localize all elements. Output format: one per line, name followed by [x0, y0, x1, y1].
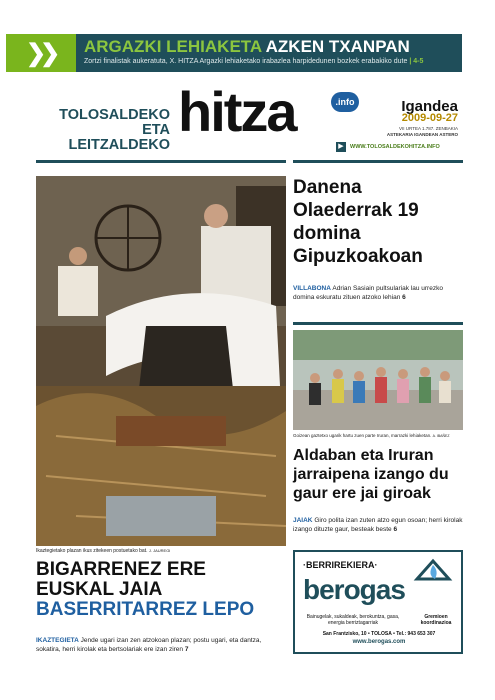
main-photo[interactable]	[36, 176, 286, 546]
newspaper-front-page	[6, 30, 462, 656]
lead-text-story-3: Jende ugari izan zen atzokoan plazan; postu ugari, eta dantza, sokatira, herri kirolak eta bertsolariak ere izan ziren	[36, 637, 262, 653]
story-2-photo-caption	[293, 433, 463, 438]
weekly-label: ASTEKARIA IGANDEAN ASTERO	[386, 132, 458, 137]
page-ref-story-1: 6	[402, 294, 406, 301]
double-arrow-icon: ❯❯	[6, 34, 76, 72]
photo2-credit: A. IBAÑEZ	[432, 434, 450, 438]
issue-day: Igandea	[401, 98, 458, 115]
banner-title-white: AZKEN TXANPAN	[265, 37, 410, 56]
hitza-logo: hitza	[178, 80, 296, 143]
banner-page-ref: 4-5	[413, 58, 424, 65]
ad-reopening: ·BERRIREKIERA·	[303, 560, 378, 570]
headline-story-2[interactable]: Aldaban eta Iruran jarraipena izango du gaur ere jai giroak	[293, 447, 449, 502]
banner-title	[84, 37, 410, 57]
page-ref-story-3: 7	[184, 646, 189, 653]
children-group-image	[293, 330, 463, 430]
arrow-right-icon: ▶	[336, 142, 346, 152]
main-photo-image	[36, 176, 286, 546]
ad-member: Gremioen koordinazioa	[420, 614, 452, 626]
lead-story-3	[36, 636, 286, 654]
info-badge: .info	[331, 92, 359, 112]
kicker-story-2: JAIAK	[293, 517, 313, 524]
website-link[interactable]	[336, 142, 462, 152]
issue-number: VII URTEA 1.787. ZENBAKIA	[399, 126, 458, 131]
berogas-advertisement[interactable]	[293, 550, 463, 654]
region-line-1: TOLOSALDEKO	[59, 107, 170, 123]
issue-date: 2009-09-27	[401, 112, 458, 124]
photo2-caption-text: Goizean gaztetxo ugarik hartu zuen parte Iruran, marrazki lehiaketan.	[293, 433, 432, 438]
lead-story-1	[293, 284, 463, 302]
subheadline-story-3[interactable]: BASERRITARREZ LEPO	[36, 599, 255, 620]
main-photo-caption-text: Ikaztegietako plazan ikus zitekeen postuetako bat.	[36, 548, 148, 554]
flame-icon	[413, 557, 453, 581]
ad-brand-name: berogas	[303, 574, 405, 605]
lead-story-2	[293, 516, 463, 534]
ad-website[interactable]: www.berogas.com	[352, 639, 406, 645]
kicker-story-1: VILLABONA	[293, 285, 331, 292]
ad-services: Bainugelak, sukaldeak, berokuntza, gasa, energia berriztagarriak	[306, 614, 400, 626]
story-2-photo[interactable]	[293, 330, 463, 430]
divider	[36, 160, 286, 163]
ad-address: San Frantzisko, 10 • TOLOSA • Tel.: 943 653 307	[322, 631, 436, 637]
divider	[293, 160, 463, 163]
lead-text-story-1: Adrian Sasiain pultsulariak lau urrezko domina eskuratu zituen atzoko lehian	[293, 285, 443, 301]
region-line-2: ETA LEITZALDEKO	[68, 122, 170, 153]
banner-subtitle-text: Zortzi finalistak aukeratuta, X. HITZA Argazki lehiaketako irabazlea harpidedunen bozkek erabakiko dute	[84, 58, 408, 65]
headline-story-1[interactable]: Danena Olaederrak 19 domina Gipuzkoakoan	[293, 177, 423, 267]
banner-title-green: ARGAZKI LEHIAKETA	[84, 37, 262, 56]
divider	[293, 322, 463, 325]
lead-text-story-2: Giro polita izan zuten atzo egun osoan; herri kirolak izango dituzte gaur, besteak beste	[293, 517, 463, 533]
masthead-region	[42, 108, 170, 153]
banner-subtitle: Zortzi finalistak aukeratuta, X. HITZA Argazki lehiaketako irabazlea harpidedunen bozkek erabakiko dute | 4-5	[84, 58, 424, 65]
main-photo-caption	[36, 548, 286, 554]
photo-credit: J. JAUREGI	[148, 548, 171, 553]
promo-banner[interactable]	[6, 34, 462, 72]
headline-story-3[interactable]: BIGARRENEZ ERE EUSKAL JAIA	[36, 559, 206, 600]
website-url: WWW.TOLOSALDEKOHITZA.INFO	[350, 144, 440, 150]
kicker-story-3: IKAZTEGIETA	[36, 637, 79, 644]
page-ref-story-2: 6	[393, 526, 398, 533]
